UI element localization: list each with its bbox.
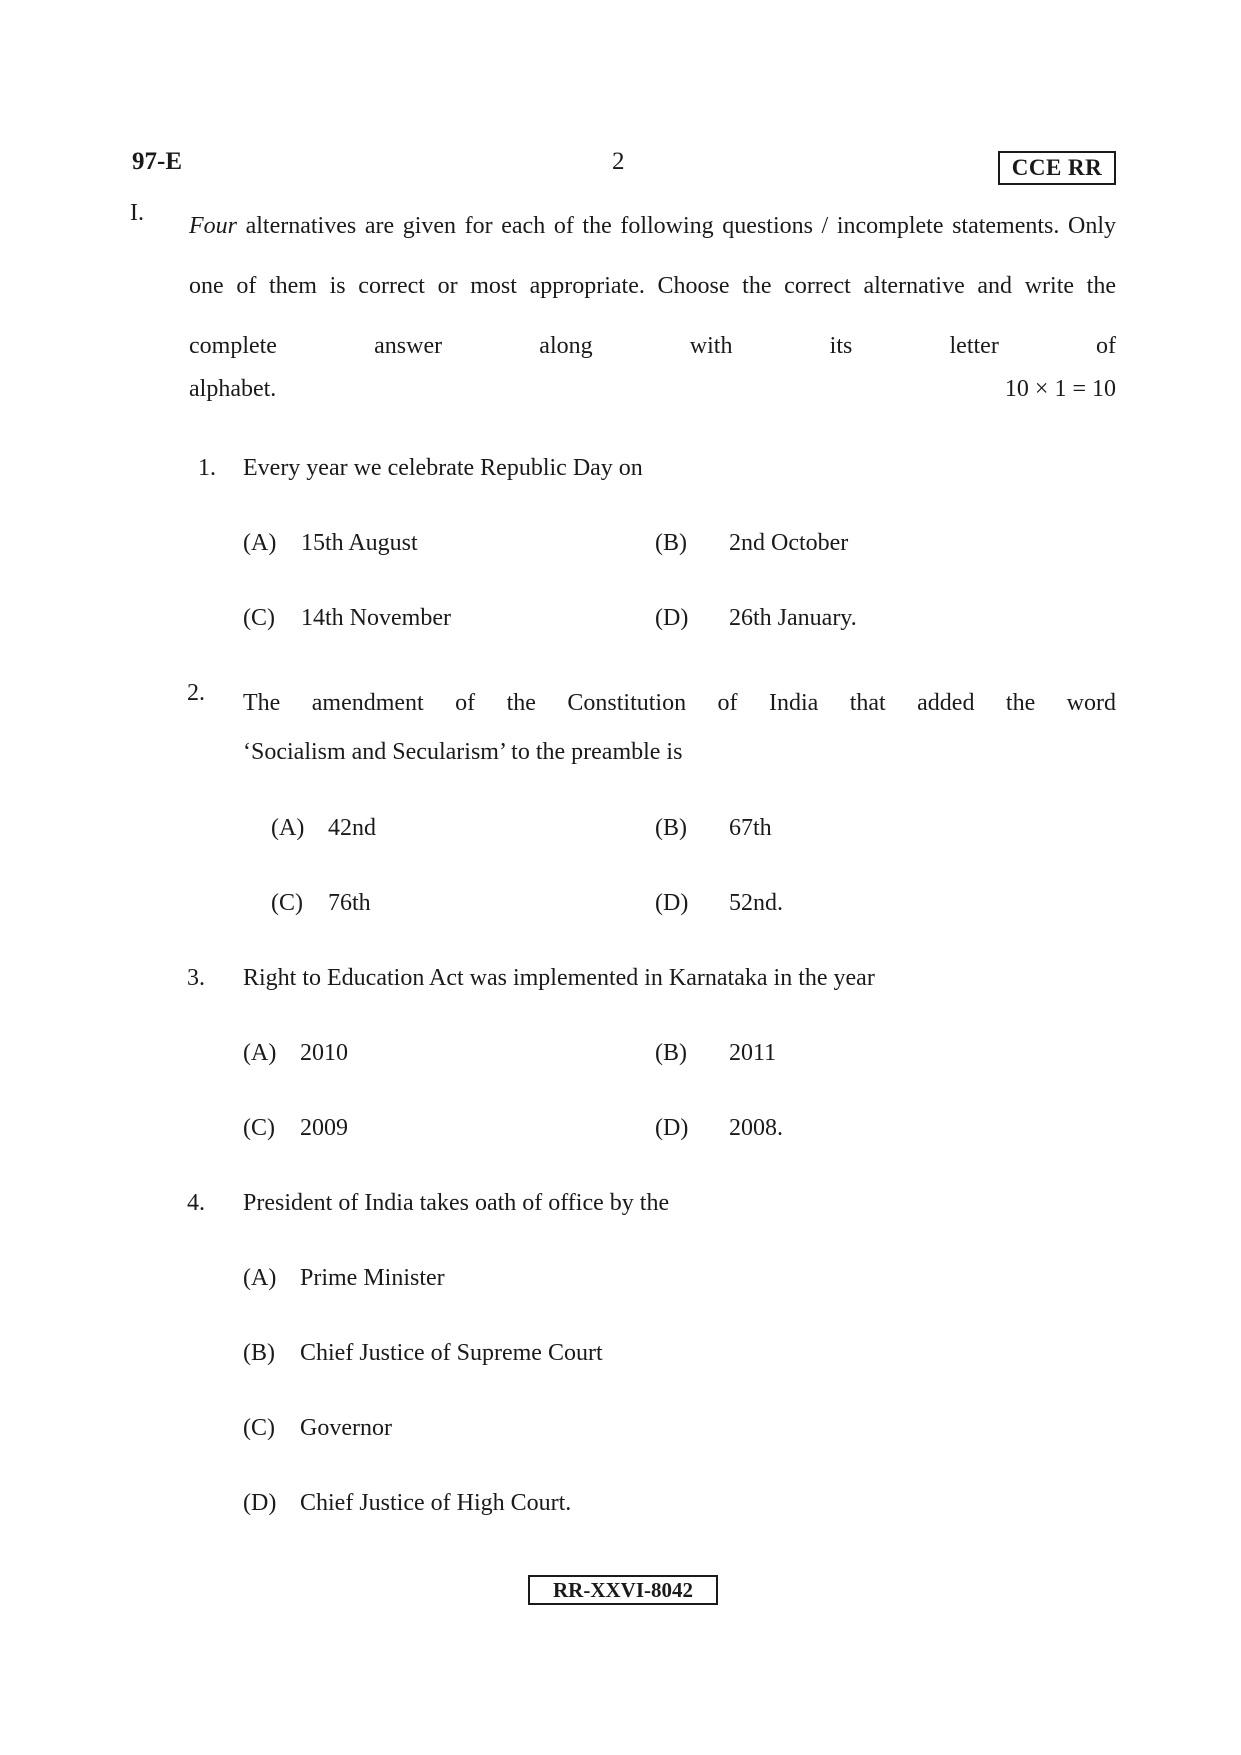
option-letter: (D) — [655, 1115, 689, 1141]
option-text: Chief Justice of Supreme Court — [300, 1340, 603, 1366]
option-text: Chief Justice of High Court. — [300, 1490, 572, 1516]
section-instruction-last-line — [189, 376, 1116, 403]
question-text: President of India takes oath of office by the — [243, 1190, 670, 1216]
subject-code: 97-E — [132, 148, 182, 175]
option-text: 2nd October — [729, 530, 849, 556]
question-number: 2. — [187, 680, 205, 706]
instruction-text: alternatives are given for each of the following questions / incomplete statements. Only one of them is correct or most appropriate. Choose the correct alternative and write the complete answer along with its letter of — [189, 213, 1116, 359]
option-letter: (A) — [243, 1265, 277, 1291]
option-text: 2008. — [729, 1115, 783, 1141]
option-letter: (B) — [655, 1040, 687, 1066]
option-text: 15th August — [301, 530, 418, 556]
page-number: 2 — [612, 148, 625, 175]
option-text: 67th — [729, 815, 772, 841]
question-text: Every year we celebrate Republic Day on — [243, 455, 643, 481]
instruction-last-word: alphabet. — [189, 376, 277, 402]
option-text: 2009 — [300, 1115, 348, 1141]
question-number: 1. — [198, 455, 216, 481]
question-text: Right to Education Act was implemented in Karnataka in the year — [243, 965, 875, 991]
section-instruction — [189, 196, 1116, 376]
question-text-line-1: The amendment of the Constitution of India that added the word — [243, 690, 1116, 716]
option-text: 76th — [328, 890, 371, 916]
option-letter: (D) — [655, 890, 689, 916]
option-letter: (B) — [655, 815, 687, 841]
option-text: 52nd. — [729, 890, 783, 916]
marks-allocation: 10 × 1 = 10 — [1004, 376, 1116, 402]
option-letter: (D) — [243, 1490, 277, 1516]
question-number: 3. — [187, 965, 205, 991]
option-text: Prime Minister — [300, 1265, 445, 1291]
option-text: 2011 — [729, 1040, 777, 1066]
option-letter: (B) — [243, 1340, 275, 1366]
option-text: 14th November — [301, 605, 451, 631]
option-text: 2010 — [300, 1040, 348, 1066]
paper-code-badge: RR-XXVI-8042 — [528, 1575, 718, 1605]
option-text: 26th January. — [729, 605, 857, 631]
option-letter: (C) — [271, 890, 303, 916]
instruction-emphasis: Four — [189, 213, 237, 239]
option-letter: (D) — [655, 605, 689, 631]
option-text: 42nd — [328, 815, 376, 841]
section-number: I. — [130, 200, 144, 226]
option-letter: (B) — [655, 530, 687, 556]
option-letter: (A) — [271, 815, 305, 841]
option-letter: (C) — [243, 1115, 275, 1141]
option-letter: (C) — [243, 605, 275, 631]
option-text: Governor — [300, 1415, 392, 1441]
option-letter: (C) — [243, 1415, 275, 1441]
series-badge: CCE RR — [998, 151, 1116, 185]
question-text-line-2: ‘Socialism and Secularism’ to the preamble is — [243, 739, 683, 765]
question-number: 4. — [187, 1190, 205, 1216]
option-letter: (A) — [243, 530, 277, 556]
option-letter: (A) — [243, 1040, 277, 1066]
